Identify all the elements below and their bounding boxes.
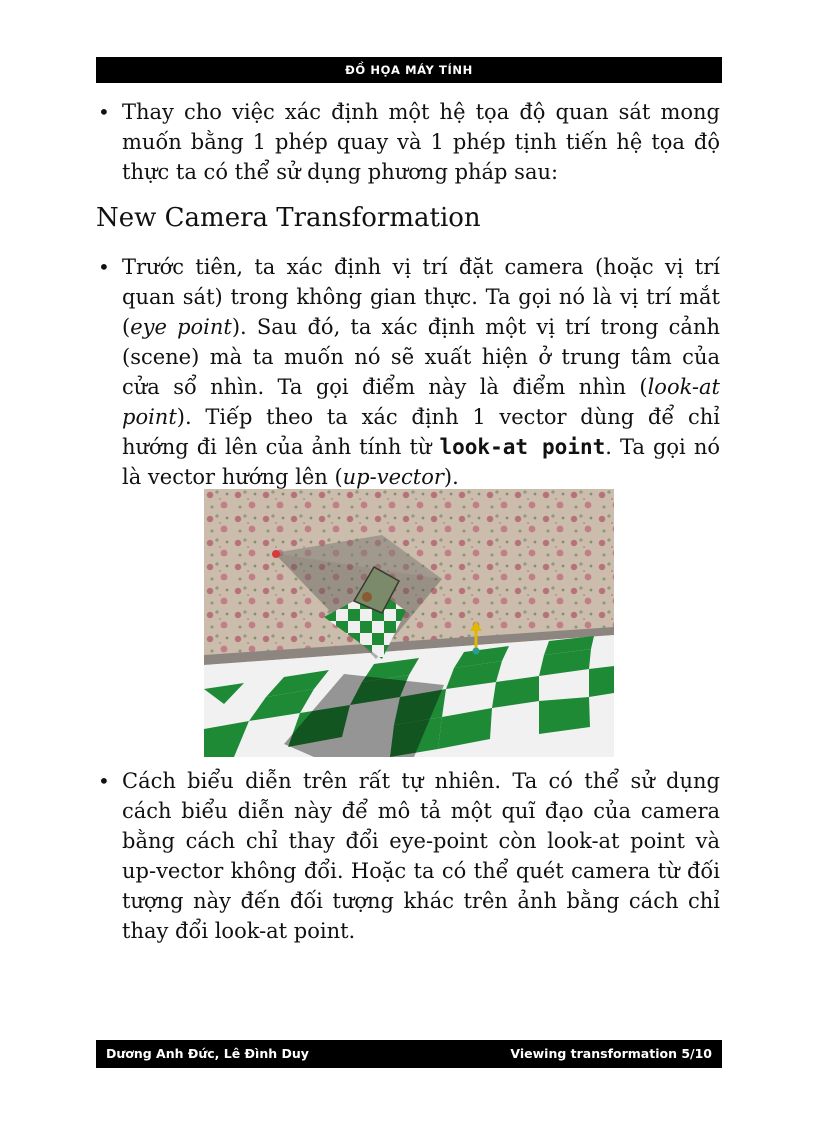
bullet-icon: •: [98, 769, 110, 793]
look-at-point-marker: [473, 648, 480, 655]
text-run: Trước tiên, ta xác định vị trí đặt camera (hoặc vị trí quan sát) trong không gian thực. Ta gọi nó là vị trí mắt (: [122, 255, 720, 339]
bullet-intro-text: Thay cho việc xác định một hệ tọa độ quan sát mong muốn bằng 1 phép quay và 1 phép tịnh tiến hệ tọa độ thực ta có thể sử dụng phương pháp sau:: [122, 100, 720, 184]
section-title: New Camera Transformation: [96, 203, 481, 233]
bullet-camera-text: [122, 252, 720, 492]
bullet-usage-text: Cách biểu diễn trên rất tự nhiên. Ta có thể sử dụng cách biểu diễn này để mô tả một quĩ đạo của camera bằng cách chỉ thay đổi eye-point còn look-at point và up-vector không đổi. Hoặc ta có thể quét camera từ đối tượng này đến đối tượng khác trên ảnh bằng cách chỉ thay đổi look-at point.: [122, 769, 720, 943]
bullet-intro: [96, 97, 720, 187]
page-footer: [96, 1040, 722, 1068]
bullet-camera: [96, 252, 720, 492]
camera-scene-figure: [204, 489, 614, 757]
bullet-icon: •: [98, 100, 110, 124]
bullet-usage: [96, 766, 720, 946]
term-look-at-point: look-at point: [122, 375, 720, 429]
text-run: ). Sau đó, ta xác định một vị trí trong cảnh (scene) mà ta muốn nó sẽ xuất hiện ở trung tâm của cửa sổ nhìn. Ta gọi điểm này là điểm nhìn (: [122, 315, 720, 399]
bullet-icon: •: [98, 255, 110, 279]
header-title: ĐỒ HỌA MÁY TÍNH: [345, 63, 473, 77]
text-run: ).: [443, 465, 459, 489]
term-eye-point: eye point: [130, 315, 232, 339]
camera-lens: [362, 592, 372, 602]
page-header: [96, 57, 722, 83]
text-run: ). Tiếp theo ta xác định 1 vector dùng để chỉ hướng đi lên của ảnh tính từ: [122, 405, 720, 459]
term-look-at-bold: look-at point: [439, 435, 606, 459]
text-run: . Ta gọi nó là vector hướng lên (: [122, 435, 720, 489]
footer-authors: Dương Anh Đức, Lê Đình Duy: [106, 1046, 309, 1061]
term-up-vector: up-vector: [342, 465, 444, 489]
footer-page-info: Viewing transformation 5/10: [510, 1046, 712, 1061]
eye-point-marker: [272, 550, 280, 558]
